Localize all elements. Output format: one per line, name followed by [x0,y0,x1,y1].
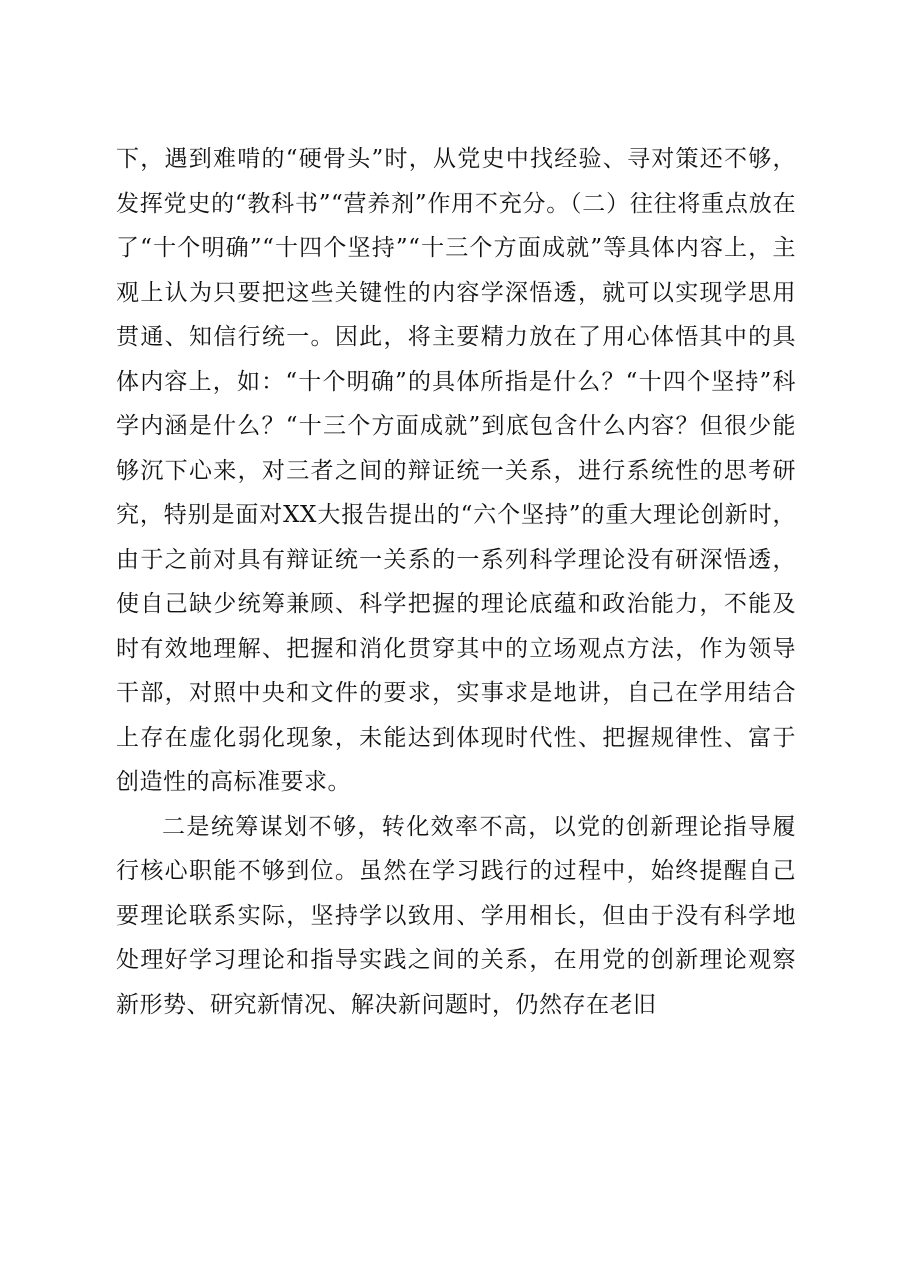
document-body [116,137,796,1027]
paragraph-continuation: 下，遇到难啃的“硬骨头”时，从党史中找经验、寻对策还不够，发挥党史的“教科书”“营养剂”作用不充分。（二）往往将重点放在了“十个明确”“十四个坚持”“十三个方面成就”等具体内容上，主观上认为只要把这些关键性的内容学深悟透，就可以实现学思用贯通、知信行统一。因此，将主要精力放在了用心体悟其中的具体内容上，如：“十个明确”的具体所指是什么？“十四个坚持”科学内涵是什么？“十三个方面成就”到底包含什么内容？但很少能够沉下心来，对三者之间的辩证统一关系，进行系统性的思考研究，特别是面对XX大报告提出的“六个坚持”的重大理论创新时，由于之前对具有辩证统一关系的一系列科学理论没有研深悟透，使自己缺少统筹兼顾、科学把握的理论底蕴和政治能力，不能及时有效地理解、把握和消化贯穿其中的立场观点方法，作为领导干部，对照中央和文件的要求，实事求是地讲，自己在学用结合上存在虚化弱化现象，未能达到体现时代性、把握规律性、富于创造性的高标准要求。 [116,146,796,795]
paragraph-point-two: 二是统筹谋划不够，转化效率不高，以党的创新理论指导履行核心职能不够到位。虽然在学习践行的过程中，始终提醒自己要理论联系实际，坚持学以致用、学用相长，但由于没有科学地处理好学习理论和指导实践之间的关系，在用党的创新理论观察新形势、研究新情况、解决新问题时，仍然存在老旧 [116,813,796,1018]
